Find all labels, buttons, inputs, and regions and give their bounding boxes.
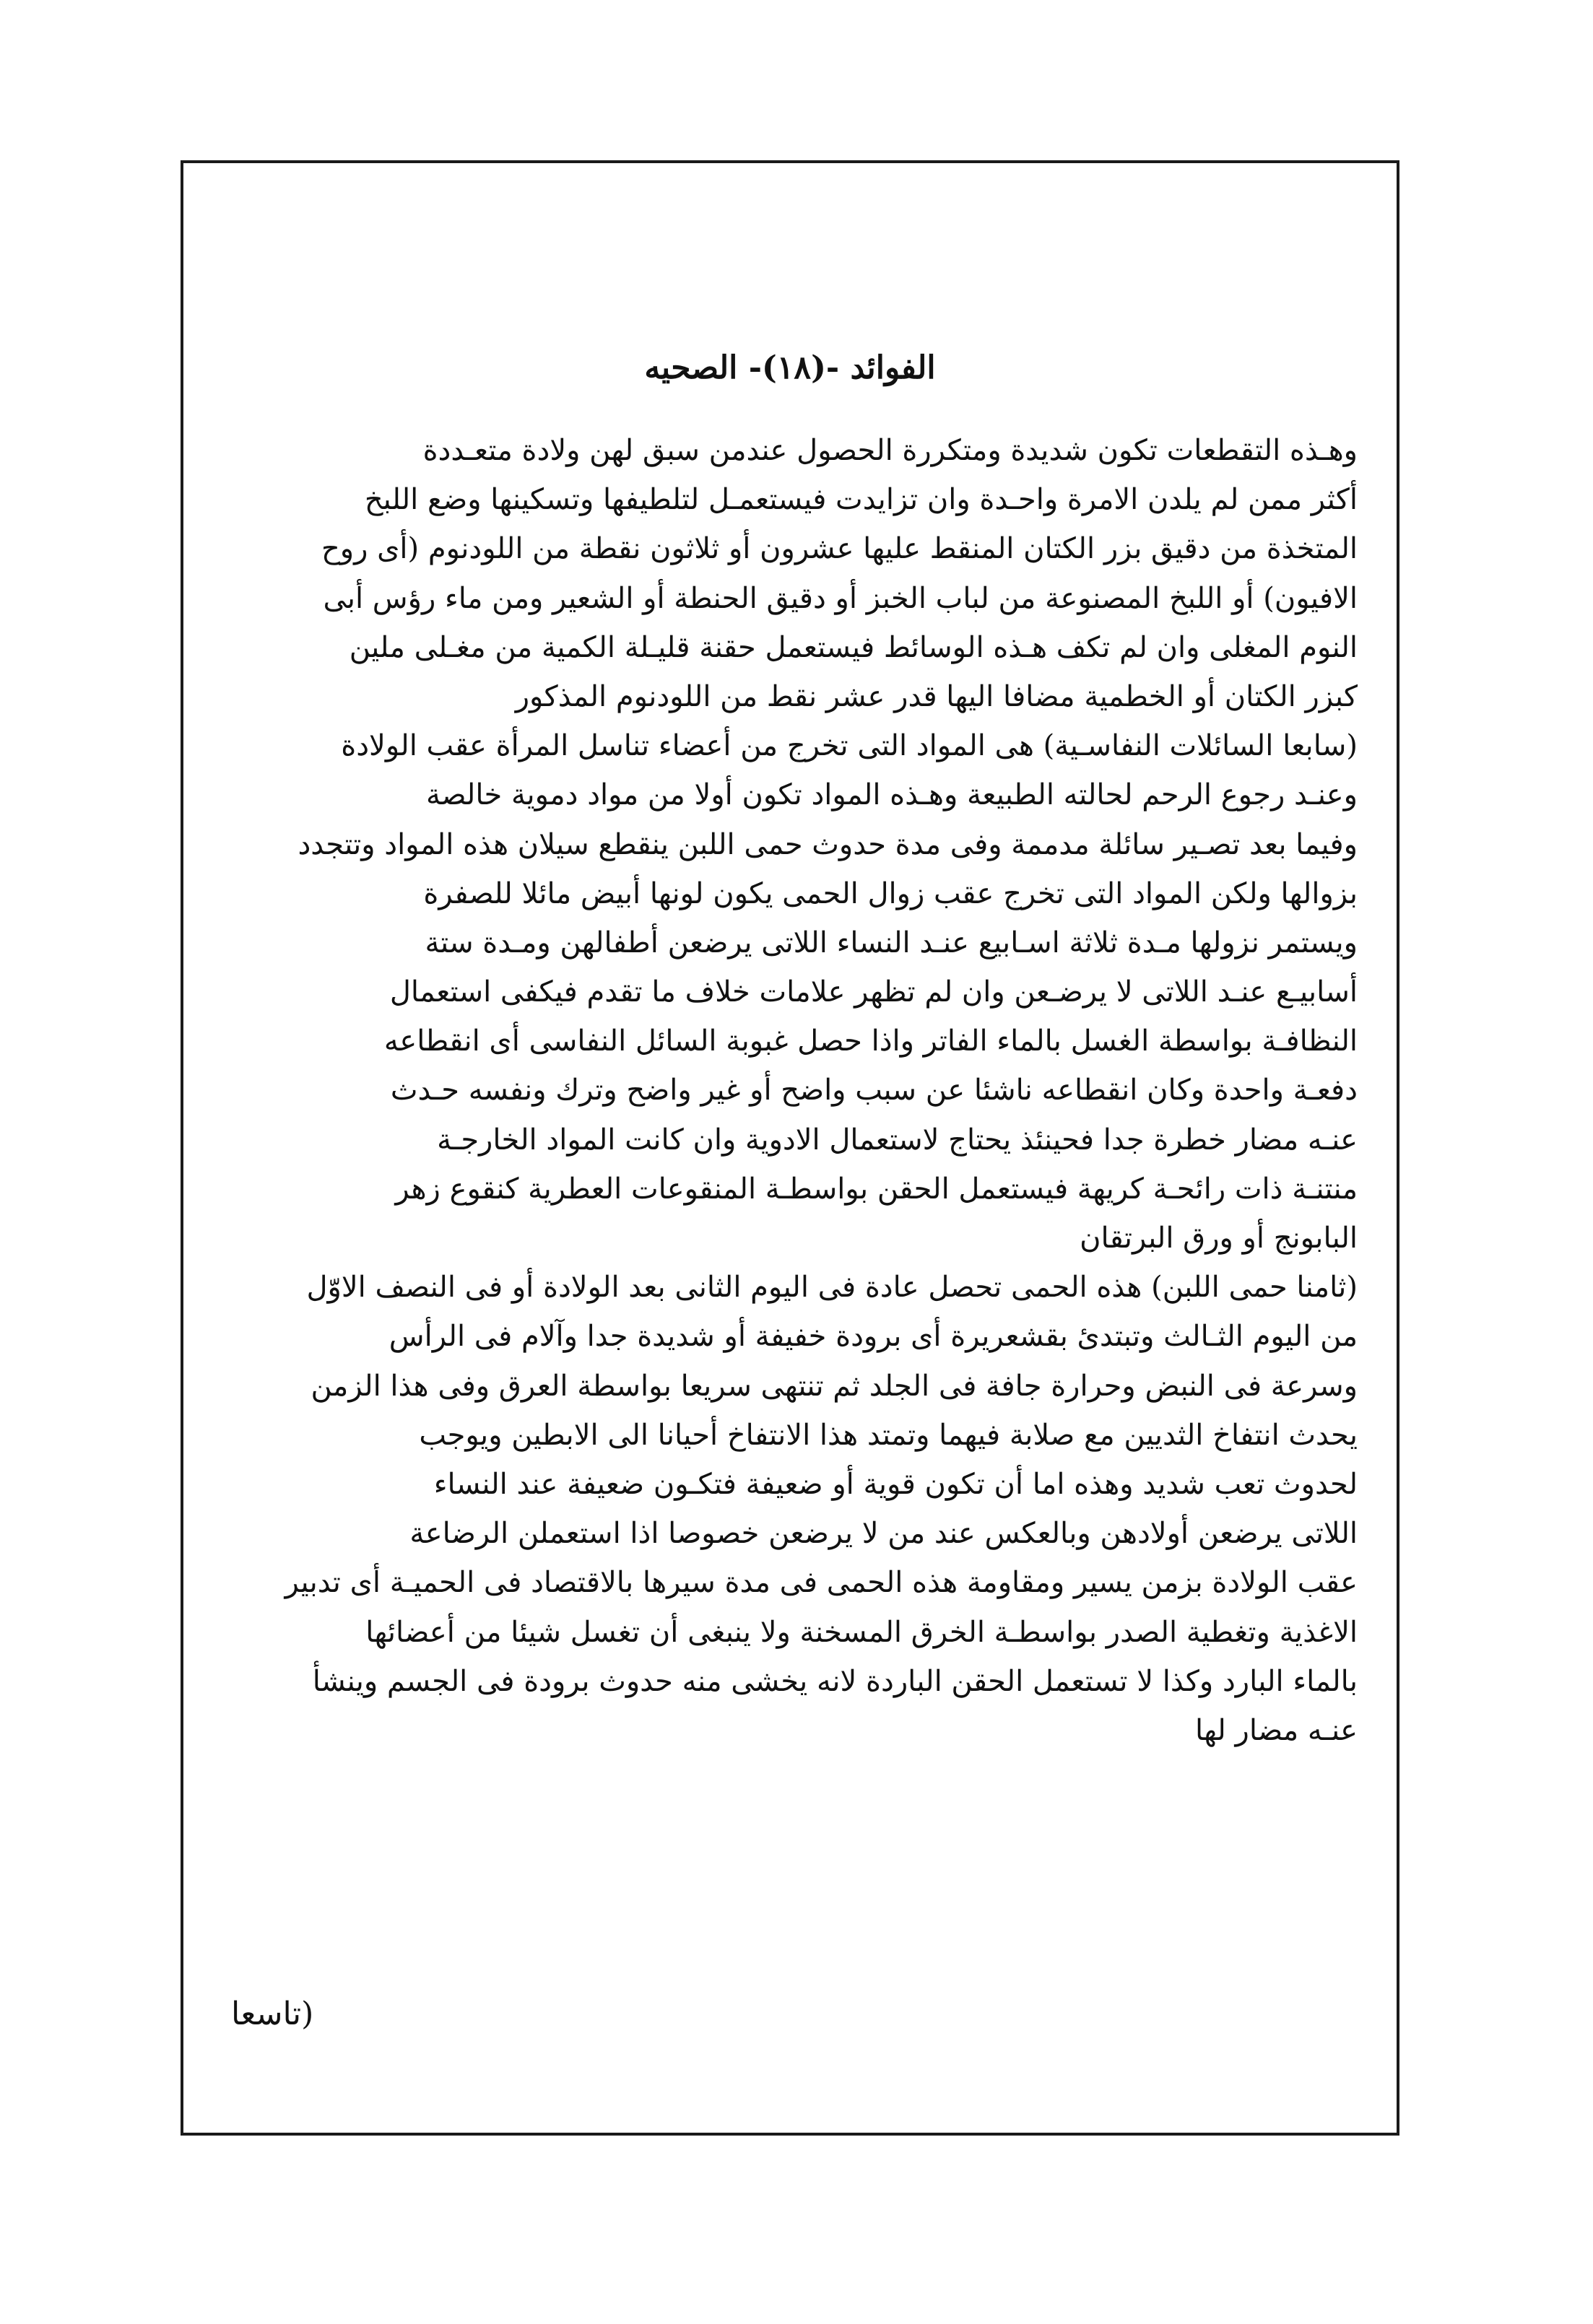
text-line: دفعـة واحدة وكان انقطاعه ناشئا عن سبب واضح أو غير واضح وترك ونفسه حـدث (390, 1074, 1358, 1107)
text-line: عنـه مضار خطرة جدا فحينئذ يحتاج لاستعمال الادوية وان كانت المواد الخارجـة (437, 1123, 1358, 1157)
text-line: كبزر الكتان أو الخطمية مضافا اليها قدر عشر نقط من اللودنوم المذكور (515, 679, 1358, 713)
text-line: بزوالها ولكن المواد التى تخرج عقب زوال الحمى يكون لونها أبيض مائلا للصفرة (423, 876, 1358, 910)
text-line: منتنـة ذات رائحـة كريهة فيستعمل الحقن بواسطـة المنقوعات العطرية كنقوع زهر (395, 1172, 1358, 1206)
catchword: (تاسعا (231, 1996, 314, 2032)
text-line: ويستمر نزولها مـدة ثلاثة اسـابيع عنـد النساء اللاتى يرضعن أطفالهن ومـدة ستة (425, 926, 1358, 959)
page-body (231, 426, 1358, 1755)
text-line: وسرعة فى النبض وحرارة جافة فى الجلد ثم تنتهى سريعا بواسطة العرق وفى هذا الزمن (311, 1369, 1358, 1403)
text-line: المتخذة من دقيق بزر الكتان المنقط عليها عشرون أو ثلاثون نقطة من اللودنوم (أى روح (321, 532, 1358, 566)
text-line: لحدوث تعب شديد وهذه اما أن تكون قوية أو ضعيفة فتكـون ضعيفة عند النساء (433, 1467, 1358, 1501)
text-line: أكثر ممن لم يلدن الامرة واحـدة وان تزايدت فيستعمـل لتلطيفها وتسكينها وضع اللبخ (364, 483, 1358, 517)
text-line: وفيما بعد تصـير سائلة مدممة وفى مدة حدوث حمى اللبن ينقطع سيلان هذه المواد وتتجدد (298, 827, 1358, 861)
text-line: النوم المغلى وان لم تكف هـذه الوسائط فيستعمل حقنة قليـلة الكمية من مغـلى ملين (349, 630, 1358, 664)
text-line: (ثامنا حمى اللبن) هذه الحمى تحصل عادة فى اليوم الثانى بعد الولادة أو فى النصف الاوّل (306, 1271, 1358, 1305)
text-line: عقب الولادة بزمن يسير ومقاومة هذه الحمى فى مدة سيرها بالاقتصاد فى الحميـة أى تدبير (285, 1566, 1358, 1600)
text-line: وهـذه التقطعات تكون شديدة ومتكررة الحصول عندمن سبق لهن ولادة متعـددة (422, 434, 1358, 467)
text-line: أسابيـع عنـد اللاتى لا يرضـعن وان لم تظهر علامات خلاف ما تقدم فيكفى استعمال (389, 975, 1358, 1009)
text-line: اللاتى يرضعن أولادهن وبالعكس عند من لا يرضعن خصوصا اذا استعملن الرضاعة (409, 1517, 1358, 1551)
text-line: الاغذية وتغطية الصدر بواسطـة الخرق المسخنة ولا ينبغى أن تغسل شيئا من أعضائها (365, 1615, 1358, 1649)
text-line: (سابعا السائلات النفاسـية) هى المواد التى تخرج من أعضاء تناسل المرأة عقب الولادة (341, 729, 1358, 763)
text-line: من اليوم الثـالث وتبتدئ بقشعريرة أى برودة خفيفة أو شديدة جدا وآلام فى الرأس (389, 1320, 1358, 1354)
text-line: النظافـة بواسطة الغسل بالماء الفاتر واذا حصل غبوبة السائل النفاسى أى انقطاعه (383, 1024, 1358, 1058)
text-line: يحدث انتفاخ الثديين مع صلابة فيهما وتمتد هذا الانتفاخ أحيانا الى الابطين ويوجب (419, 1418, 1358, 1452)
text-line: الافيون) أو اللبخ المصنوعة من لباب الخبز أو دقيق الحنطة أو الشعير ومن ماء رؤس أبى (323, 581, 1358, 615)
text-line: بالماء البارد وكذا لا تستعمل الحقن الباردة لانه يخشى منه حدوث برودة فى الجسم وينشأ (312, 1664, 1358, 1698)
text-line: عنـه مضار لها (1195, 1713, 1358, 1747)
page-header: الفوائد -(١٨)- الصحيه (644, 349, 936, 386)
text-line: البابونج أو ورق البرتقان (1080, 1222, 1358, 1255)
text-line: وعنـد رجوع الرحم لحالته الطبيعة وهـذه المواد تكون أولا من مواد دموية خالصة (426, 778, 1358, 812)
